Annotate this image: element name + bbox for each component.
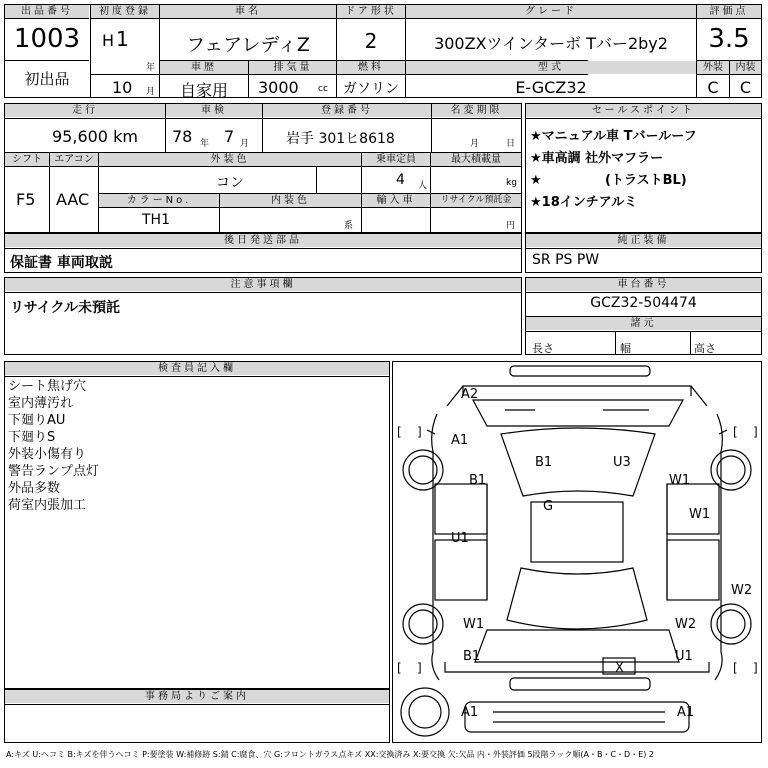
shift-label: シフト [5, 153, 49, 166]
name-label: 車名 [160, 5, 336, 18]
exterior-label: 外装 [697, 61, 729, 74]
auction-no-label: 出品番号 [5, 5, 89, 18]
model-value: E-GCZ32 [515, 78, 587, 97]
first-reg-label: 初度登録 [91, 5, 159, 18]
rear-glass-outline [507, 568, 647, 629]
bracket-fr-close: ] [753, 425, 758, 439]
mark-a1-front: A1 [451, 433, 469, 448]
era-letter: H [102, 31, 115, 50]
inspector-line-4: 下廻りS [8, 430, 56, 445]
bracket-fr-open: [ [733, 425, 738, 439]
insp-month: 7 [224, 127, 235, 146]
plate-value: 岩手 301ヒ8618 [286, 131, 395, 147]
mark-u3: U3 [613, 455, 631, 470]
mark-u1-side: U1 [451, 531, 469, 546]
later-parts-value: 保証書 車両取説 [10, 255, 113, 271]
interior-grade: C [739, 78, 752, 97]
exterior-grade: C [707, 78, 719, 97]
ac-value: AAC [56, 190, 90, 209]
inspector-line-1: シート焦げ穴 [8, 379, 87, 394]
mark-a2: A2 [461, 387, 479, 402]
recycle-label: リサイクル預託金 [431, 194, 521, 207]
load-unit: kg [506, 178, 517, 188]
door-value: 2 [364, 29, 378, 53]
capacity-label: 乗車定員 [362, 153, 430, 166]
front-bumper-rect [510, 366, 650, 376]
bracket-rr-close: ] [753, 661, 758, 675]
int-color-label: 内装色 [220, 194, 361, 207]
recycle-unit: 円 [506, 221, 516, 231]
displacement-value: 3000 [258, 78, 299, 97]
import-label: 輸入車 [362, 194, 430, 207]
inspector-label: 検査員記入欄 [5, 362, 389, 375]
mark-x: X [615, 661, 624, 676]
mark-u1-rear: U1 [675, 649, 693, 664]
inspector-line-5: 外装小傷有り [8, 447, 87, 462]
mark-a1-rr: A1 [677, 705, 695, 720]
auction-no: 1003 [13, 24, 81, 54]
mark-w2-rr: W2 [675, 617, 697, 632]
mark-w1-right: W1 [689, 507, 711, 522]
sales-points-panel [525, 103, 762, 233]
sales-line-1: ★マニュアル車 Tバールーフ [530, 129, 697, 144]
bracket-rr-open: [ [733, 661, 738, 675]
score-label: 評価点 [697, 5, 761, 18]
model-label: 型式 [406, 61, 696, 74]
insp-month-unit: 月 [240, 139, 250, 149]
sales-line-2: ★車高調 社外マフラー [530, 151, 664, 166]
bracket-fl-open: [ [397, 425, 402, 439]
interior-label: 内装 [730, 61, 761, 74]
mark-g: G [543, 499, 554, 514]
displacement-label: 排気量 [249, 61, 337, 74]
title-month-unit: 月 [470, 139, 480, 149]
mark-w1-fr: W1 [669, 473, 691, 488]
insp-year: 78 [172, 127, 193, 146]
fuel-label: 燃料 [337, 61, 405, 74]
chassis-label: 車台番号 [526, 278, 761, 291]
fuel-value: ガソリン [343, 81, 399, 97]
cc-unit: cc [318, 84, 328, 94]
windshield-outline [501, 428, 655, 496]
mileage-label: 走行 [5, 104, 165, 117]
title-deadline-label: 名変期限 [432, 104, 521, 117]
front-body-outline [463, 386, 691, 396]
sales-points-label: セールスポイント [526, 104, 761, 117]
mark-w1-rl: W1 [463, 617, 485, 632]
mileage-value: 95,600 km [52, 127, 138, 146]
mark-w2-right: W2 [731, 583, 753, 598]
rear-body-outline [445, 662, 709, 672]
int-color-unit: 系 [344, 221, 354, 231]
spare-tire [401, 688, 449, 736]
dims-height: 高さ [694, 342, 716, 355]
inspector-line-8: 荷室内張加工 [8, 498, 87, 513]
chassis-value: GCZ32-504474 [590, 295, 697, 311]
insp-year-unit: 年 [200, 139, 210, 149]
dims-width: 幅 [620, 342, 631, 355]
title-day-unit: 日 [506, 139, 516, 149]
era-year: 1 [116, 27, 129, 51]
mark-b1-front: B1 [469, 473, 487, 488]
office-label: 事務局よりご案内 [5, 690, 389, 703]
color-value: コン [216, 175, 244, 191]
genuine-value: SR PS PW [532, 252, 600, 268]
bracket-rl-close: ] [417, 661, 422, 675]
capacity-value: 4 [396, 172, 405, 188]
ac-label: エアコン [50, 153, 98, 166]
later-parts-label: 後日発送部品 [5, 234, 521, 247]
legend-text: A:キズ U:ヘコミ B:キズを伴うヘコミ P:要塗装 W:補修跡 S:錆 C:腐食、穴 G:フロントガラス点キズ XX:交換済み X:要交換 欠:欠品 内・外装評価 5段階ラック順(A・B・C・D・E) 2 [6, 750, 655, 759]
month-unit: 月 [146, 87, 156, 97]
inspector-line-2: 室内薄汚れ [8, 396, 74, 411]
mark-a1-rl: A1 [461, 705, 479, 720]
caution-label: 注意事項欄 [5, 278, 521, 291]
caution-value: リサイクル未預託 [10, 300, 121, 316]
color-no-label: カラーNo. [99, 194, 219, 207]
trunk-outline [475, 630, 679, 662]
inspection-label: 車検 [166, 104, 262, 117]
genuine-label: 純正装備 [526, 234, 761, 247]
mark-b1-rear: B1 [463, 649, 481, 664]
plate-label: 登録番号 [263, 104, 431, 117]
sales-line-3: ★ (トラストBL) [530, 173, 687, 188]
first-reg-month: 10 [112, 78, 133, 97]
history-label: 車歴 [160, 61, 248, 74]
bracket-fl-close: ] [417, 425, 422, 439]
history-value: 自家用 [179, 81, 228, 100]
rear-bumper-rect [510, 678, 650, 690]
inspector-line-6: 警告ランプ点灯 [8, 464, 100, 479]
hood-outline [473, 400, 683, 426]
inspector-line-7: 外品多数 [8, 481, 61, 496]
color-no-value: TH1 [142, 212, 170, 228]
mark-b1-center: B1 [535, 455, 553, 470]
sales-line-4: ★18インチアルミ [530, 195, 638, 210]
vehicle-info-panel [4, 103, 522, 233]
shift-value: F5 [16, 190, 36, 209]
grade-label: グレード [406, 5, 696, 18]
door-label: ドア形状 [337, 5, 405, 18]
color-label: 外装色 [99, 153, 361, 166]
dims-length: 長さ [532, 342, 554, 355]
car-name: フェアレディZ [186, 34, 310, 56]
grade-value: 300ZXツインターボ Tバー2by2 [434, 34, 668, 53]
capacity-unit: 人 [418, 181, 428, 191]
inspector-line-3: 下廻りAU [8, 413, 66, 428]
listing-label: 初出品 [24, 70, 70, 88]
dims-label: 諸元 [526, 317, 761, 330]
load-label: 最大積載量 [431, 153, 521, 166]
bracket-rl-open: [ [397, 661, 402, 675]
year-unit: 年 [146, 63, 156, 73]
score-value: 3.5 [708, 24, 750, 54]
vehicle-diagram [393, 362, 761, 742]
